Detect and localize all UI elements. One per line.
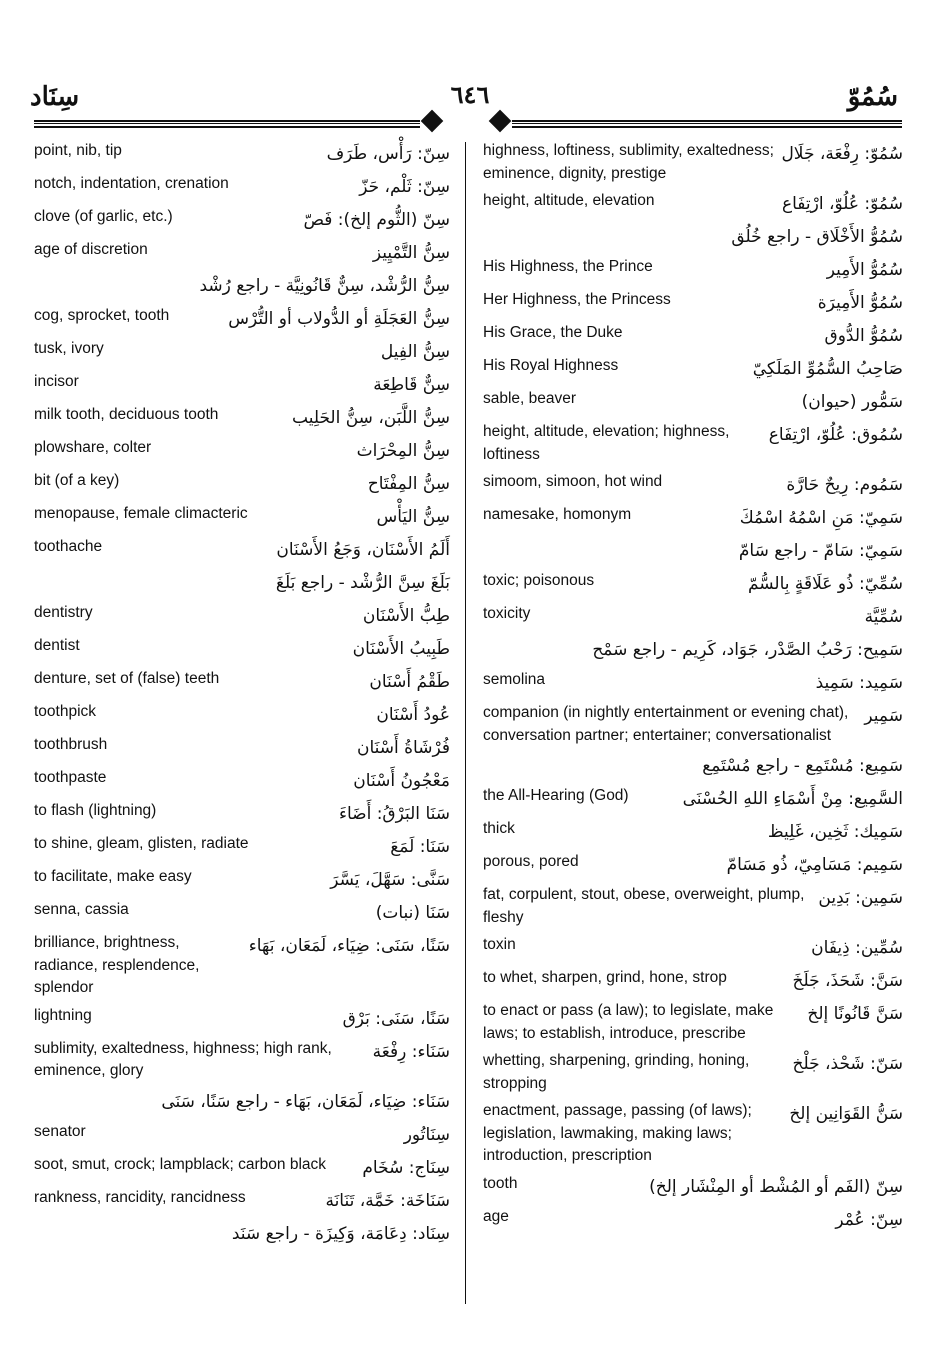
dictionary-entry — [483, 1100, 903, 1168]
dictionary-entry — [483, 421, 903, 466]
dictionary-entry — [34, 1038, 450, 1083]
dictionary-entry — [483, 504, 903, 532]
diamond-ornament-left — [421, 110, 444, 133]
entry-arabic: سِنّ: رَأْس، طَرَف — [326, 144, 450, 164]
header-guide-word-left: سِنَاد — [30, 82, 80, 112]
entry-english: to enact or pass (a law); to legislate, make laws; to establish, introduce, prescribe — [483, 1002, 774, 1042]
entry-arabic: سُمُوُّ الأَخْلَاق - راجع خُلُق — [731, 227, 903, 247]
dictionary-entry — [34, 800, 450, 828]
entry-arabic: سَمِيح: رَحْبُ الصَّدْر، جَوَاد، كَرِيم - راجع سَمْح — [592, 640, 903, 660]
entry-arabic: طَبِيبُ الأَسْنَان — [352, 639, 450, 659]
dictionary-entry — [34, 140, 450, 168]
entry-arabic: سَنَا: لَمَعَ — [390, 837, 450, 857]
entry-arabic: سَنَّى: سَهَّلَ، يَسَّرَ — [330, 870, 450, 890]
dictionary-entry — [483, 603, 903, 631]
dictionary-entry — [34, 734, 450, 762]
entry-english: to facilitate, make easy — [34, 868, 192, 885]
dictionary-entry — [483, 537, 903, 565]
dictionary-entry — [34, 1121, 450, 1149]
entry-english: dentistry — [34, 604, 93, 621]
dictionary-entry — [34, 239, 450, 267]
entry-english: toxic; poisonous — [483, 572, 595, 589]
right-column — [483, 140, 903, 1239]
entry-arabic: سَنًا، سَنَى: بَرْق — [342, 1008, 450, 1029]
entry-english: senna, cassia — [34, 901, 129, 918]
dictionary-entry — [34, 503, 450, 531]
dictionary-entry — [483, 967, 903, 995]
entry-english: lightning — [34, 1006, 92, 1024]
entry-english: tooth — [483, 1174, 518, 1192]
entry-arabic: سَمُّور (حيوان) — [801, 392, 903, 412]
dictionary-entry — [34, 173, 450, 201]
dictionary-entry — [34, 1187, 450, 1215]
entry-arabic: صَاحِبُ السُّمُوِّ المَلَكِيّ — [752, 359, 903, 379]
dictionary-entry — [483, 471, 903, 499]
entry-english: rankness, rancidity, rancidness — [34, 1188, 246, 1206]
entry-arabic: بَلَغَ سِنَّ الرُّشْد - راجع بَلَغَ — [275, 573, 450, 593]
entry-english: brilliance, brightness, radiance, resplendence, splendor — [34, 934, 200, 996]
header-guide-word-right: سُمُوّ — [847, 82, 898, 112]
entry-arabic: سَنَا البَرْقُ: أَضَاءَ — [338, 804, 450, 824]
dictionary-entry — [483, 256, 903, 284]
entry-english: age — [483, 1207, 509, 1225]
dictionary-entry — [483, 636, 903, 664]
entry-english: clove (of garlic, etc.) — [34, 208, 173, 225]
entry-english: cog, sprocket, tooth — [34, 307, 170, 324]
dictionary-entry — [34, 206, 450, 234]
entry-english: simoom, simoon, hot wind — [483, 473, 663, 490]
column-divider — [465, 142, 466, 1304]
entry-arabic: سِنُّ اللَّبَن، سِنُّ الحَلِيب — [292, 408, 450, 428]
entry-arabic: سُمِّيّ: ذُو عَلَاقَةٍ بِالسُّمّ — [747, 574, 903, 594]
page-number: ٦٤٦ — [450, 80, 490, 109]
entry-arabic: سِنُّ اليَأْس — [376, 507, 450, 527]
entry-english: thick — [483, 820, 515, 837]
dictionary-entry — [483, 388, 903, 416]
dictionary-entry — [34, 470, 450, 498]
entry-english: sublimity, exaltedness, highness; high rank, eminence, glory — [34, 1039, 332, 1079]
entry-arabic: سِنُّ المِفْتَاح — [367, 474, 450, 494]
entry-english: enactment, passage, passing (of laws); legislation, lawmaking, making laws; introduction, prescription — [483, 1102, 752, 1164]
dictionary-entry — [34, 404, 450, 432]
entry-arabic: السَّمِيع: مِنْ أَسْمَاءِ اللهِ الحُسْنَى — [682, 789, 903, 809]
entry-arabic: سِنّ (الفَم أو المُشْط أو المِنْشَار إلخ) — [649, 1176, 903, 1197]
entry-english: to whet, sharpen, grind, hone, strop — [483, 969, 727, 986]
entry-english: toxin — [483, 936, 516, 953]
entry-english: fat, corpulent, stout, obese, overweight, plump, fleshy — [483, 886, 805, 926]
dictionary-entry — [483, 884, 903, 929]
entry-english: namesake, homonym — [483, 506, 632, 523]
dictionary-entry — [483, 752, 903, 780]
entry-arabic: سُمِّيَّة — [864, 607, 903, 627]
dictionary-entry — [34, 569, 450, 597]
entry-arabic: سَمِيد: سَمِيذ — [815, 673, 903, 693]
entry-arabic: سَمِيم: مَسَامِيّ، ذُو مَسَامّ — [726, 855, 903, 875]
entry-english: companion (in nightly entertainment or evening chat), conversation partner; entertainer; conversationalist — [483, 704, 849, 744]
entry-english: the All-Hearing (God) — [483, 787, 629, 804]
entry-english: bit (of a key) — [34, 472, 120, 489]
dictionary-entry — [34, 668, 450, 696]
entry-english: age of discretion — [34, 241, 148, 258]
entry-english: dentist — [34, 637, 80, 654]
entry-english: toothbrush — [34, 736, 108, 753]
entry-arabic: سَنُّ القَوَانِين إلخ — [789, 1104, 903, 1124]
entry-arabic: سُمُوق: عُلُوّ، ارْتِفَاع — [768, 425, 903, 445]
dictionary-entry — [483, 1173, 903, 1201]
entry-arabic: طَقْمُ أَسْنَان — [369, 672, 450, 692]
dictionary-entry — [483, 934, 903, 962]
dictionary-entry — [34, 536, 450, 564]
dictionary-entry — [483, 322, 903, 350]
entry-english: plowshare, colter — [34, 439, 152, 456]
dictionary-entry — [483, 818, 903, 846]
entry-arabic: سِنّ (الثُّوم إلخ): فَصّ — [303, 210, 450, 230]
entry-arabic: طِبُّ الأَسْنَان — [362, 606, 450, 626]
entry-english: incisor — [34, 373, 79, 390]
entry-english: notch, indentation, crenation — [34, 175, 229, 192]
entry-arabic: سَنَاء: رِفْعَة — [372, 1041, 450, 1062]
entry-english: highness, loftiness, sublimity, exaltedness; eminence, dignity, prestige — [483, 142, 774, 182]
entry-english: toothache — [34, 538, 103, 555]
entry-arabic: سَنَا (نبات) — [375, 903, 450, 923]
dictionary-entry — [34, 371, 450, 399]
dictionary-entry — [483, 702, 903, 747]
entry-arabic: سِنّ: عُمْر — [835, 1209, 903, 1230]
entry-english: senator — [34, 1122, 86, 1140]
entry-english: tusk, ivory — [34, 340, 104, 357]
dictionary-entry — [34, 305, 450, 333]
entry-english: to flash (lightning) — [34, 802, 157, 819]
dictionary-entry — [483, 1000, 903, 1045]
entry-arabic: سَنَّ: شَحَذَ، جَلَخَ — [792, 971, 903, 991]
dictionary-entry — [34, 932, 450, 1000]
dictionary-entry — [34, 1088, 450, 1116]
dictionary-entry — [483, 851, 903, 879]
entry-english: His Grace, the Duke — [483, 324, 623, 341]
entry-english: denture, set of (false) teeth — [34, 670, 220, 687]
entry-arabic: سُمُوُّ الأَمِيرَة — [817, 293, 903, 313]
entry-arabic: سُمُوّ: عُلُوّ، ارْتِفَاع — [781, 194, 903, 214]
dictionary-entry — [34, 833, 450, 861]
dictionary-entry — [34, 272, 450, 300]
header-rule-left — [34, 120, 420, 128]
entry-arabic: سَنَاخَة: خَمَّة، تَنَانَة — [325, 1190, 450, 1211]
entry-arabic: سِنَاتُور — [403, 1124, 450, 1145]
dictionary-entry — [483, 785, 903, 813]
dictionary-entry — [483, 140, 903, 185]
entry-arabic: سُمُوُّ الأَمِير — [826, 260, 903, 280]
dictionary-entry — [34, 1005, 450, 1033]
dictionary-entry — [483, 1050, 903, 1095]
dictionary-entry — [483, 669, 903, 697]
dictionary-entry — [34, 701, 450, 729]
entry-arabic: سِنٌّ قَاطِعَة — [373, 375, 450, 395]
dictionary-entry — [34, 866, 450, 894]
left-column — [34, 140, 450, 1253]
dictionary-entry — [483, 223, 903, 251]
entry-arabic: سَنًا، سَنَى: ضِيَاء، لَمَعَان، بَهَاء — [248, 936, 450, 956]
dictionary-entry — [34, 338, 450, 366]
dictionary-entry — [483, 355, 903, 383]
dictionary-entry — [34, 1220, 450, 1248]
entry-arabic: سَمِيّ: سَامّ - راجع سَامّ — [738, 541, 903, 561]
entry-arabic: سَمِيك: ثَخِين، غَلِيظ — [767, 822, 903, 842]
entry-arabic: عُودُ أَسْنَان — [376, 705, 450, 725]
entry-arabic: سِنُّ التَّمْيِيز — [372, 243, 450, 263]
entry-english: to shine, gleam, glisten, radiate — [34, 835, 249, 852]
dictionary-entry — [483, 570, 903, 598]
entry-arabic: سِنُّ الفِيل — [380, 342, 450, 362]
entry-arabic: سَمِيّ: مَنِ اسْمُهُ اسْمُكَ — [739, 508, 903, 528]
dictionary-entry — [34, 899, 450, 927]
entry-arabic: فُرْشَاةُ أَسْنَان — [356, 738, 450, 758]
entry-arabic: سِنُّ العَجَلَةِ أو الدُّولاب أو التُّرْس — [228, 309, 450, 329]
entry-arabic: سُمُوُّ الدُّوق — [824, 326, 903, 346]
entry-english: porous, pored — [483, 853, 579, 870]
header-rule-right — [512, 120, 902, 128]
entry-english: semolina — [483, 671, 546, 688]
dictionary-entry — [34, 635, 450, 663]
entry-arabic: سِنَاج: سُخَام — [362, 1157, 450, 1178]
entry-arabic: سَنَّ قَانُونًا إلخ — [807, 1004, 903, 1024]
entry-english: His Royal Highness — [483, 357, 619, 374]
entry-english: menopause, female climacteric — [34, 505, 248, 522]
dictionary-entry — [483, 1206, 903, 1234]
dictionary-entry — [34, 767, 450, 795]
entry-english: Her Highness, the Princess — [483, 291, 671, 308]
entry-arabic: أَلَمُ الأَسْنَان، وَجَعُ الأَسْنَان — [276, 540, 450, 560]
entry-arabic: سُمِّين: ذِيفَان — [811, 938, 903, 958]
entry-english: toothpaste — [34, 769, 107, 786]
entry-arabic: سَنّ: شَحْذ، جَلْخ — [792, 1054, 903, 1074]
entry-arabic: سِنُّ الرُّشْد، سِنٌّ قَانُونِيَّة - راجع رُشْد — [199, 276, 450, 296]
entry-english: sable, beaver — [483, 390, 577, 407]
entry-arabic: سُمُوّ: رِفْعَة، جَلَال — [781, 144, 903, 164]
diamond-ornament-right — [489, 110, 512, 133]
entry-arabic: سَمِين: بَدِين — [818, 888, 903, 908]
entry-english: height, altitude, elevation — [483, 192, 655, 209]
dictionary-entry — [34, 1154, 450, 1182]
dictionary-entry — [34, 602, 450, 630]
entry-english: point, nib, tip — [34, 142, 122, 159]
entry-english: height, altitude, elevation; highness, loftiness — [483, 423, 730, 463]
entry-arabic: سِنَاد: دِعَامَة، وَكِيزَة - راجع سَنَد — [231, 1223, 450, 1244]
entry-english: soot, smut, crock; lampblack; carbon black — [34, 1155, 327, 1173]
dictionary-entry — [483, 190, 903, 218]
entry-arabic: سَمُوم: رِيحٌ حَارَّة — [786, 475, 903, 495]
entry-arabic: سَمِيع: مُسْتَمِع - راجع مُسْتَمِع — [702, 756, 903, 776]
dictionary-entry — [34, 437, 450, 465]
entry-english: toothpick — [34, 703, 97, 720]
entry-english: milk tooth, deciduous tooth — [34, 406, 219, 423]
entry-english: whetting, sharpening, grinding, honing, stropping — [483, 1052, 750, 1092]
entry-english: toxicity — [483, 605, 531, 622]
entry-english: His Highness, the Prince — [483, 258, 653, 275]
entry-arabic: مَعْجُونُ أَسْنَان — [353, 771, 450, 791]
entry-arabic: سِنُّ المِحْرَاث — [356, 441, 450, 461]
entry-arabic: سَمِير — [864, 706, 903, 726]
entry-arabic: سَنَاء: ضِيَاء، لَمَعَان، بَهَاء - راجع سَنًا، سَنَى — [161, 1091, 450, 1112]
dictionary-entry — [483, 289, 903, 317]
entry-arabic: سِنّ: ثَلْم، حَزّ — [359, 177, 450, 197]
